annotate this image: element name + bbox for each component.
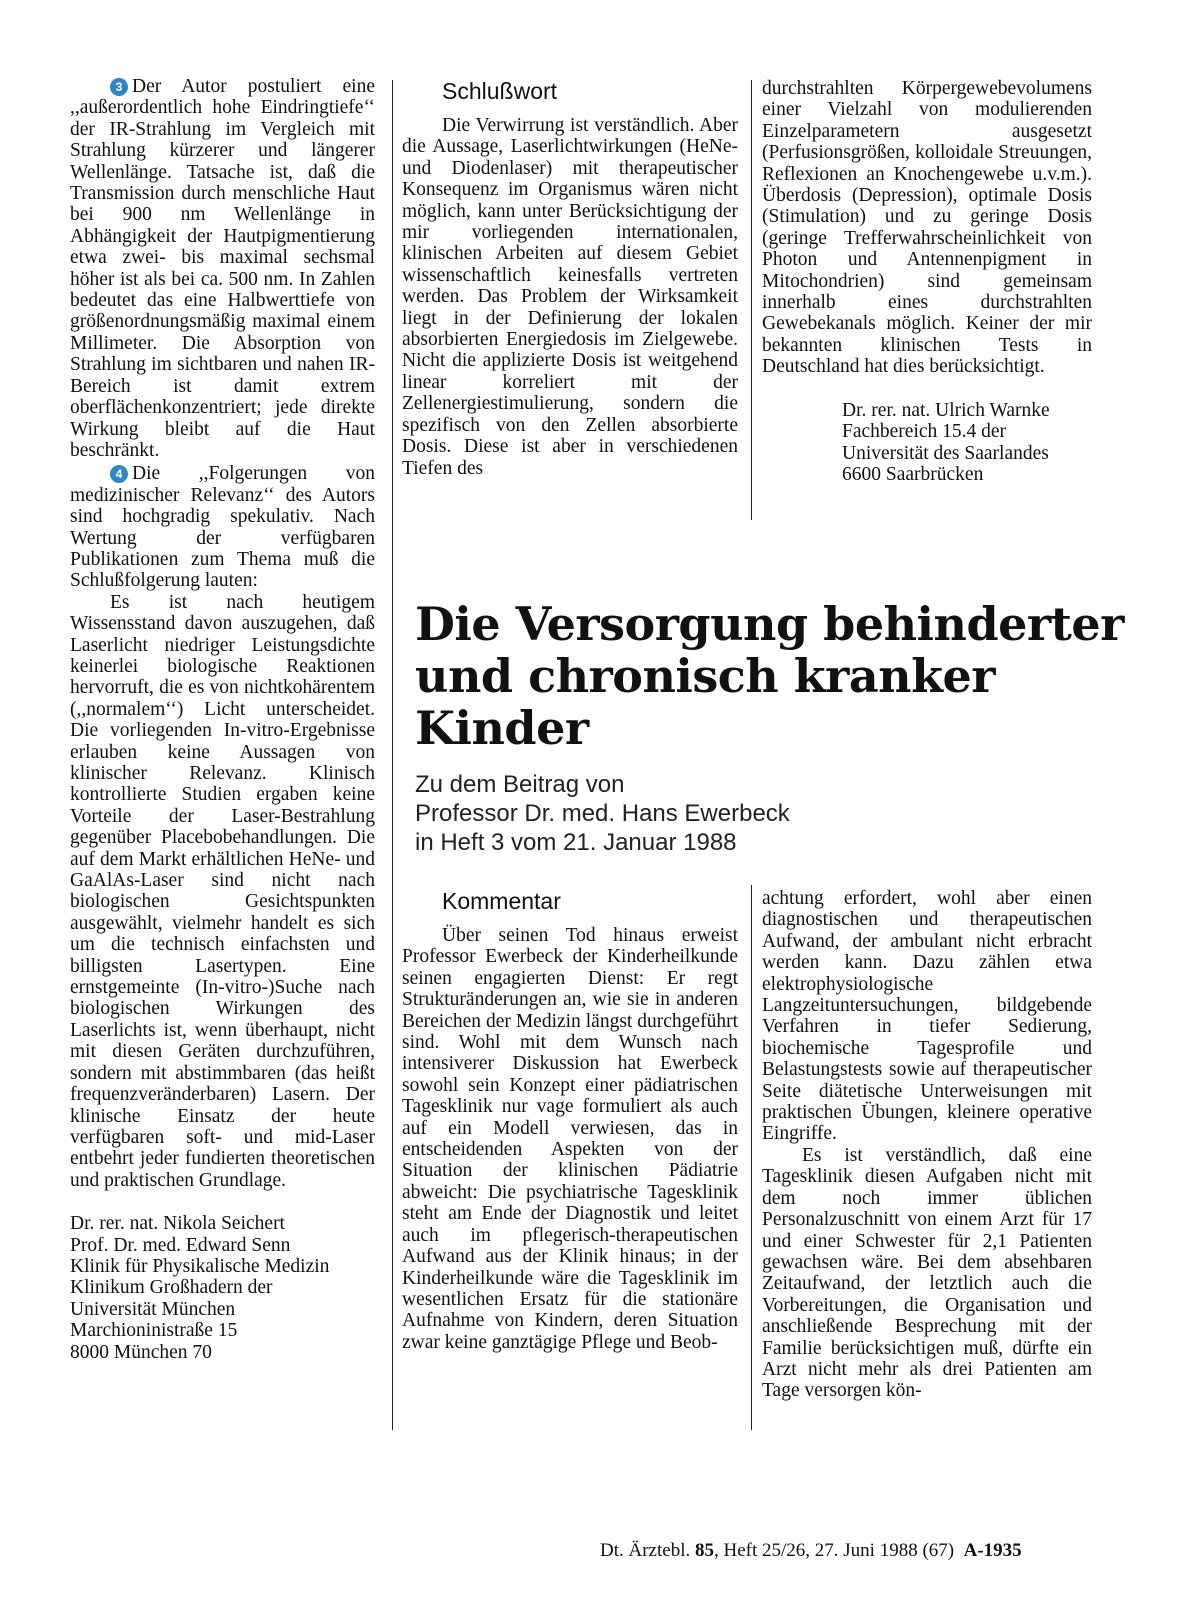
article-subtitle: [415, 770, 1135, 857]
page-footer: [600, 1540, 1140, 1562]
signature-line: Dr. rer. nat. Nikola Seichert: [70, 1213, 285, 1235]
signature-line: Prof. Dr. med. Edward Senn: [70, 1234, 291, 1256]
footer-volume: 85: [694, 1540, 714, 1561]
signature-line: Dr. rer. nat. Ulrich Warnke: [842, 399, 1050, 421]
subtitle-line: Professor Dr. med. Hans Ewerbeck: [415, 800, 790, 827]
paragraph-4-text: Die ,,Folgerungen von medizinischer Relevanz‘‘ des Autors sind hochgradig spekulativ. Nach Wertung der verfügbaren Publikationen zum Thema muß die Schlußfolgerung lauten:: [70, 463, 375, 592]
section-heading-schlusswort: Schlußwort: [442, 78, 558, 104]
footer-issue: , Heft 25/26, 27. Juni 1988 (67): [713, 1540, 955, 1561]
signature-warnke: [762, 400, 1092, 486]
signature-seichert-senn: [70, 1213, 375, 1363]
section-heading-kommentar: Kommentar: [442, 888, 561, 914]
paragraph-3: [70, 76, 375, 461]
column-rule: [392, 80, 393, 1430]
column-right-top: [762, 78, 1092, 485]
column-middle-bottom: [402, 888, 738, 1353]
column-left: [70, 76, 375, 1363]
signature-line: Klinikum Großhadern der: [70, 1277, 273, 1299]
signature-line: Klinik für Physikalische Medizin: [70, 1255, 330, 1277]
column-right-bottom: [762, 888, 1092, 1402]
article-title: Die Versorgung behinderter und chronisch kranker Kinder: [415, 597, 1124, 755]
signature-line: Marchioninistraße 15: [70, 1320, 238, 1342]
column-rule: [751, 885, 752, 1430]
subtitle-line: in Heft 3 vom 21. Januar 1988: [415, 829, 737, 856]
footer-page-number: A-1935: [963, 1540, 1022, 1561]
schlusswort-paragraph: Die Verwirrung ist verständlich. Aber die Aussage, Laserlichtwirkungen (HeNe- und Diodenlaser) mit therapeutischer Konsequenz im Organismus wären nicht möglich, kann unter Berücksichtigung der mir vorliegenden internationalen, klinischen Arbeiten auf diesem Gebiet wissenschaftlich keinesfalls vertreten werden. Das Problem der Wirksamkeit liegt in der Definierung der lokalen absorbierten Energiedosis im Zielgewebe. Nicht die applizierte Dosis ist weitgehend linear korreliert mit der Zellenergiestimulierung, sondern die spezifisch von den Zellen absorbierte Dosis. Diese ist aber in verschiedenen Tiefen des: [402, 115, 738, 479]
signature-line: 8000 München 70: [70, 1341, 212, 1363]
paragraph-4: [70, 463, 375, 591]
signature-line: Universität des Saarlandes: [842, 442, 1049, 464]
column-middle-top: [402, 78, 738, 479]
paragraph-3-text: Der Autor postuliert eine ,,außerordentlich hohe Eindringtiefe‘‘ der IR-Strahlung im Vergleich mit Strahlung kürzerer und längerer Wellenlänge. Tatsache ist, daß die Transmission durch menschliche Haut bei 900 nm Wellenlänge in Abhängigkeit der Hautpigmentierung etwa zwei- bis maximal sechsmal höher ist als bei ca. 500 nm. In Zahlen bedeutet das eine Halbwerttiefe von größenordnungsmäßig maximal einem Millimeter. Die Absorption von Strahlung im sichtbaren und nahen IR-Bereich ist damit extrem oberflächenkonzentriert; jede direkte Wirkung bleibt auf die Haut beschränkt.: [70, 76, 375, 461]
number-3-badge: 3: [110, 78, 128, 96]
schlusswort-continuation: durchstrahlten Körpergewebevolumens einer Vielzahl von modulierenden Einzelparametern ausgesetzt (Perfusionsgrößen, kolloidale Streuungen, Reflexionen an Knochengewebe u.v.m.). Überdosis (Depression), optimale Dosis (Stimulation) und zu geringe Dosis (geringe Trefferwahrscheinlichkeit von Photon und Antennenpigment in Mitochondrien) sind gemeinsam innerhalb eines durchstrahlten Gewebekanals möglich. Keiner der mir bekannten klinischen Tests in Deutschland hat dies berücksichtigt.: [762, 78, 1092, 378]
paragraph-5: Es ist nach heutigem Wissensstand davon auszugehen, daß Laserlicht niedriger Leistungsdichte keinerlei biologische Reaktionen hervorruft, die es von nichtkohärentem (,,normalem‘‘) Licht unterscheidet. Die vorliegenden In-vitro-Ergebnisse erlauben keine Aussagen von klinischer Relevanz. Klinisch kontrollierte Studien ergaben keine Vorteile der Laser-Bestrahlung gegenüber Placebobehandlungen. Die auf dem Markt erhältlichen HeNe- und GaAlAs-Laser sind nicht nach biologischen Gesichtspunkten ausgewählt, vielmehr handelt es sich um die technisch einfachsten und billigsten Lasertypen. Eine ernstgemeinte (In-vitro-)Suche nach biologischen Wirkungen des Laserlichts ist, wenn überhaupt, nicht mit diesen Geräten durchzuführen, sondern mit abstimmbaren (das heißt frequenzveränderbaren) Lasern. Der klinische Einsatz der heute verfügbaren soft- und mid-Laser entbehrt jeder fundierten theoretischen und praktischen Grundlage.: [70, 591, 375, 1191]
column-rule: [751, 80, 752, 520]
signature-line: Universität München: [70, 1298, 236, 1320]
subtitle-line: Zu dem Beitrag von: [415, 771, 625, 798]
signature-line: 6600 Saarbrücken: [842, 463, 984, 485]
signature-line: Fachbereich 15.4 der: [842, 421, 1007, 443]
footer-journal: Dt. Ärztebl.: [600, 1540, 691, 1561]
kommentar-paragraph-2: Es ist verständlich, daß eine Tagesklinik diesen Aufgaben nicht mit dem noch immer üblichen Personalzuschnitt von einem Arzt für 17 und einer Schwester für 2,1 Patienten gewachsen wäre. Bei dem absehbaren Zeitaufwand, der letztlich auch die Vorbereitungen, die Organisation und anschließende Besprechung mit der Familie berücksichtigen muß, dürfte ein Arzt nicht mehr als drei Patienten am Tage versorgen kön-: [762, 1144, 1092, 1402]
number-4-badge: 4: [110, 465, 128, 483]
kommentar-continuation: achtung erfordert, wohl aber einen diagnostischen und therapeutischen Aufwand, der ambulant nicht erbracht werden kann. Dazu zählen etwa elektrophysiologische Langzeituntersuchungen, bildgebende Verfahren in tiefer Sedierung, biochemische Tagesprofile und Belastungstests sowie auf therapeutischer Seite diätetische Unterweisungen mit praktischen Übungen, kleinere operative Eingriffe.: [762, 888, 1092, 1145]
kommentar-paragraph: Über seinen Tod hinaus erweist Professor Ewerbeck der Kinderheilkunde seinen engagierten Dienst: Er regt Strukturänderungen an, wie sie in anderen Bereichen der Medizin längst durchgeführt sind. Wohl mit dem Wunsch nach intensiverer Diskussion hat Ewerbeck sowohl sein Konzept einer pädiatrischen Tagesklinik nur vage formuliert als auch auf ein Modell verwiesen, das in entscheidenden Aspekten von der Situation der klinischen Pädiatrie abweicht: Die psychiatrische Tagesklinik steht am Ende der Diagnostik und leitet auch im pflegerisch-therapeutischen Aufwand aus der Klinik hinaus; in der Kinderheilkunde wäre die Tagesklinik im wesentlichen Ersatz für die stationäre Aufnahme von Kindern, deren Situation zwar keine ganztägige Pflege und Beob-: [402, 925, 738, 1353]
